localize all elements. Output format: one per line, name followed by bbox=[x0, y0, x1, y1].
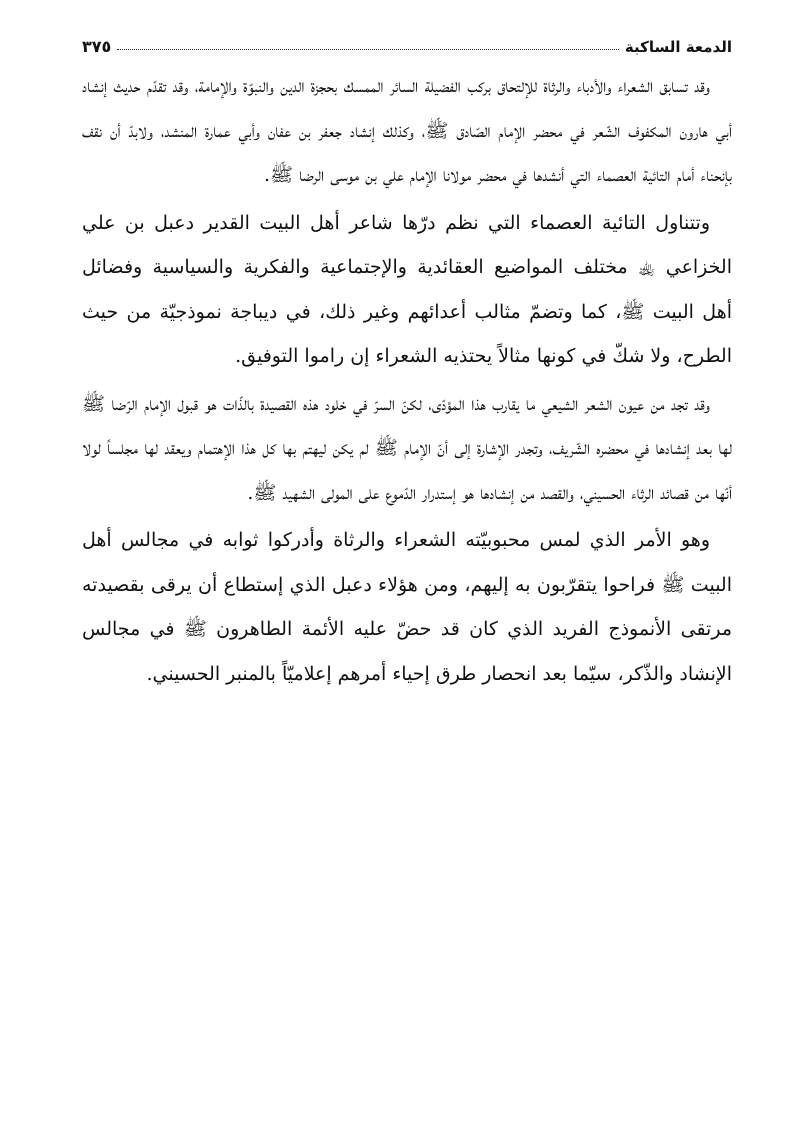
paragraph-3: وقد تجد من عيون الشعر الشيعي ما يقارب هذا المؤدّى، لكنّ السرّ في خلود هذه القصيدة بالذّات هو قبول الإمام الرّضا ﷺ لها بعد إنشادها في محضره الشّريف، وتجدر الإشارة إلى أنّ الإمام ﷺ لم يكن ليهتم بها كل هذا الإهتمام ويعقد لها مجلساً لولا أنّها من قصائد الرثاء الحسيني، والقصد من إنشادها هو إستدرار الدّموع على المولى الشهيد ﷺ. bbox=[82, 392, 732, 504]
paragraph-4: وهو الأمر الذي لمس محبوبيّته الشعراء والرثاة وأدركوا ثوابه في مجالس أهل البيت ﷺ فراحوا يتقرّبون به إليهم، ومن هؤلاء دعبل الذي إستطاع أن يرقى بقصيدته مرتقى الأنموذج الفريد الذي كان قد حضّ عليه الأئمة الطاهرون ﷺ في مجالس الإنشاد والذّكر، سيّما بعد انحصار طرق إحياء أمرهم إعلاميّاً بالمنبر الحسيني. bbox=[82, 529, 732, 685]
paragraph-2: وتتناول التائية العصماء التي نظم درّها شاعر أهل البيت القدير دعبل بن علي الخزاعي ﵀ مختلف المواضيع العقائدية والإجتماعية والفكرية والسياسية وفضائل أهل البيت ﷺ، كما وتضمّ مثالب أعدائهم وغير ذلك، في ديباجة نموذجيّة من حيث الطرح، ولا شكّ في كونها مثالاً يحتذيه الشعراء إن راموا التوفيق. bbox=[82, 211, 732, 367]
page-header bbox=[82, 26, 732, 56]
header-dotted-leader bbox=[117, 49, 619, 50]
paragraph-1: وقد تسابق الشعراء والأدباء والرثاة للإلتحاق بركب الفضيلة السائر الممسك بحجزة الدين والنبوّة والإمامة، وقد تقدّم حديث إنشاد أبي هارون المكفوف الشّعر في محضر الإمام الصّادق ﷺ، وكذلك إنشاد جعفر بن عفان وأبي عمارة المنشد، ولابدّ أن نقف بإنحناء أمام التائية العصماء التي أنشدها في محضر مولانا الإمام علي بن موسى الرضا ﷺ. bbox=[82, 75, 732, 186]
running-title: الدمعة الساكبة bbox=[624, 38, 732, 56]
page-number: ٣٧٥ bbox=[82, 37, 112, 56]
body-text bbox=[82, 64, 732, 699]
